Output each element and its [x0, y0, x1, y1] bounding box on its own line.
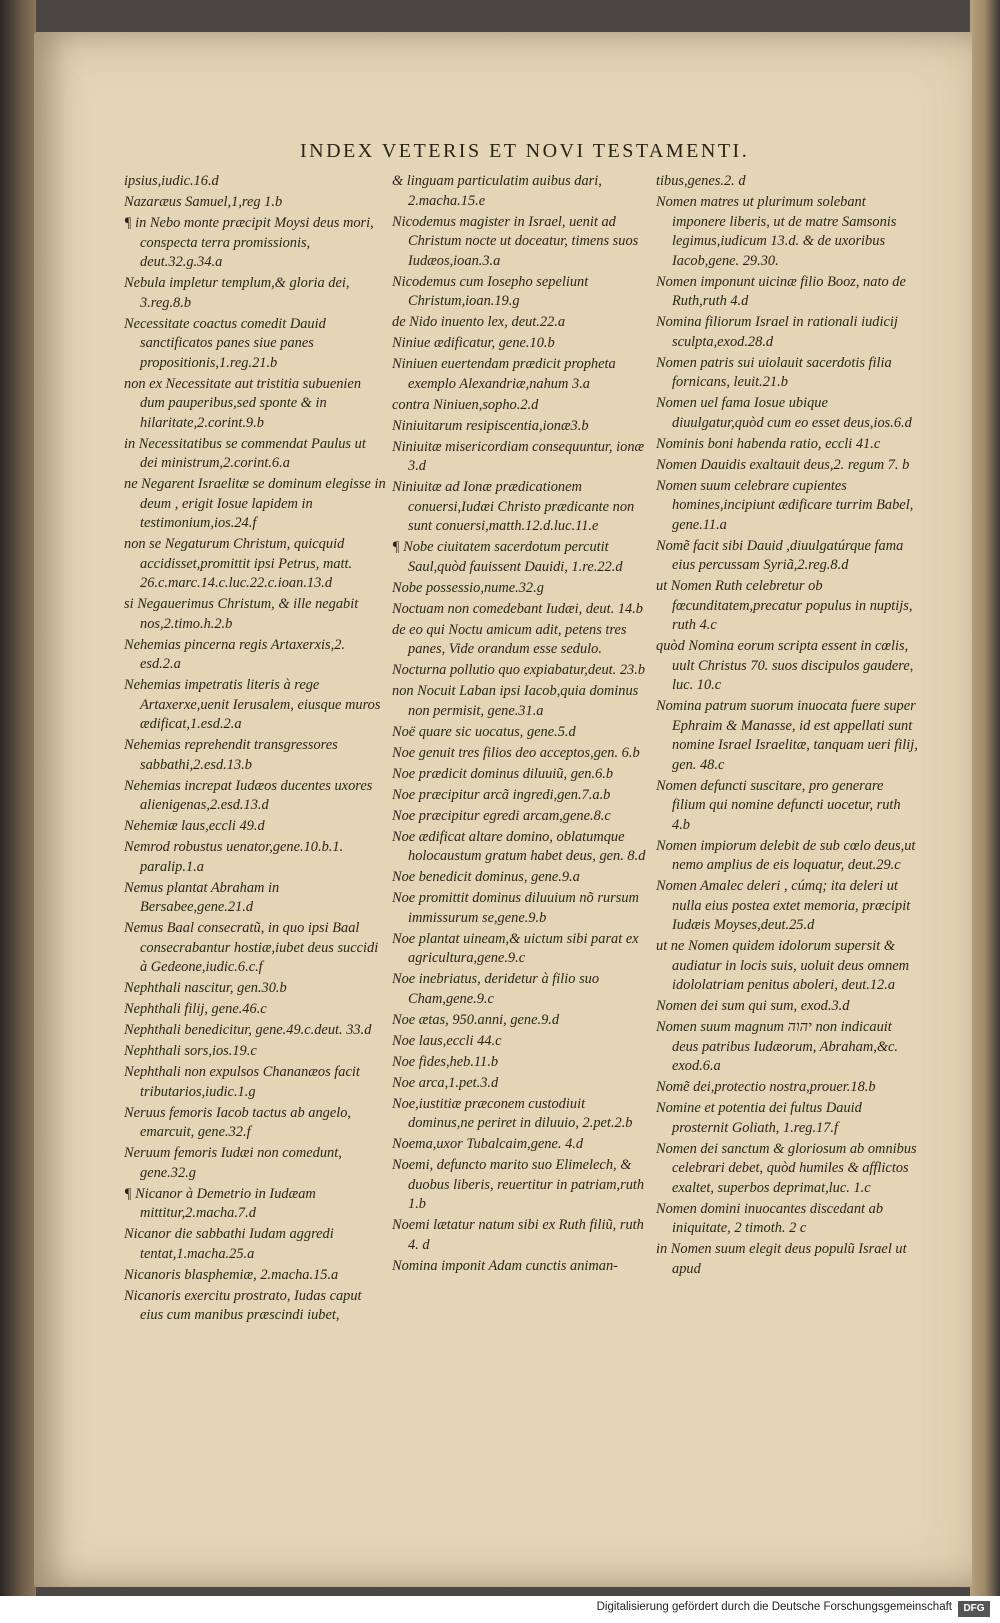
index-entry: Nomẽ dei,protectio nostra,prouer.18.b	[656, 1079, 876, 1095]
digitization-footer	[0, 1596, 1000, 1623]
index-entry: Nomen dei sum qui sum, exod.3.d	[656, 998, 850, 1014]
index-column-3	[656, 172, 920, 1281]
index-entry: Noemi, defuncto marito suo Elimelech, & duobus liberis, reuertitur in patriam,ruth 1.b	[392, 1157, 645, 1212]
index-entry: Nomen uel fama Iosue ubique diuulgatur,quòd cum eo esset deus,ios.6.d	[656, 395, 912, 431]
index-entry: ut Nomen Ruth celebretur ob fœcunditatem,precatur populus in nuptijs, ruth 4.c	[656, 578, 913, 633]
index-entry: in Nomen suum elegit deus populũ Israel ut apud	[656, 1241, 907, 1277]
index-entry: de eo qui Noctu amicum adit, petens tres panes, Vide orandum esse sedulo.	[392, 621, 627, 657]
index-entry: ¶ Nicanor à Demetrio in Iudæam mittitur,2.macha.7.d	[124, 1185, 316, 1221]
index-entry: Nephthali filij, gene.46.c	[124, 1001, 267, 1017]
index-entry: Nomen matres ut plurimum solebant imponere liberis, ut de matre Samsonis legimus,iudicum 13.d. & de uxoribus Iacob,gene. 29.30.	[656, 194, 897, 269]
index-entry: Nehemias pincerna regis Artaxerxis,2. esd.2.a	[124, 636, 346, 672]
index-entry: Nomen domini inuocantes discedant ab iniquitate, 2 timoth. 2 c	[656, 1200, 884, 1236]
index-entry: Nobe possessio,nume.32.g	[392, 579, 544, 596]
index-entry: in Necessitatibus se commendat Paulus ut dei ministrum,2.corint.6.a	[124, 435, 366, 471]
index-entry: Neruus femoris Iacob tactus ab angelo, emarcuit, gene.32.f	[124, 1104, 352, 1140]
index-entry: Nehemiæ laus,eccli 49.d	[124, 818, 265, 834]
index-entry: ne Negarent Israelitæ se dominum elegisse in deum , erigit Iosue lapidem in testimonium,ios.24.f	[124, 476, 386, 531]
index-entry: Nomen suum celebrare cupientes homines,incipiunt ædificare turrim Babel, gene.11.a	[656, 477, 914, 533]
index-entry: Noe,iustitiæ præconem custodiuit dominus,ne periret in diluuio, 2.pet.2.b	[392, 1095, 633, 1131]
index-entry: si Negauerimus Christum, & ille negabit nos,2.timo.h.2.b	[124, 596, 359, 632]
index-entry: Nomen dei sanctum & gloriosum ab omnibus celebrari debet, quòd humiles & afflictos exaltet, superbos deprimat,luc. 1.c	[656, 1140, 917, 1196]
index-entry: Nephthali sors,ios.19.c	[124, 1043, 257, 1059]
index-entry: Nomina filiorum Israel in rationali iudicij sculpta,exod.28.d	[656, 314, 898, 350]
index-entry: Nehemias increpat Iudæos ducentes uxores alienigenas,2.esd.13.d	[124, 777, 373, 813]
index-entry: Nehemias impetratis literis à rege Artaxerxe,uenit Ierusalem, eiusque muros ædificat,1.esd.2.a	[124, 677, 381, 732]
index-entry: Nocturna pollutio quo expiabatur,deut. 23.b	[392, 662, 646, 678]
index-entry: Nephthali non expulsos Chananæos facit tributarios,iudic.1.g	[124, 1064, 360, 1100]
index-entry: Nicanor die sabbathi Iudam aggredi tentat,1.macha.25.a	[124, 1226, 334, 1262]
index-entry: Nomen impiorum delebit de sub cœlo deus,ut nemo amplius de eis loquatur, deut.29.c	[656, 837, 916, 873]
index-entry: Niniuitæ ad Ionæ prædicationem conuersi,Iudæi Christo prædicante non sunt conuersi,matth.12.d.luc.11.e	[392, 479, 635, 534]
index-entry: Noë quare sic uocatus, gene.5.d	[392, 723, 576, 740]
index-entry: Noema,uxor Tubalcaim,gene. 4.d	[392, 1136, 584, 1152]
index-entry: quòd Nomina eorum scripta essent in cœlis, uult Christus 70. suos discipulos gaudere, luc. 10.c	[656, 638, 914, 693]
footer-credit: Digitalisierung gefördert durch die Deutsche Forschungsgemeinschaft	[596, 1601, 952, 1613]
index-entry: non Nocuit Laban ipsi Iacob,quia dominus non permisit, gene.31.a	[392, 683, 639, 719]
index-entry: contra Niniuen,sopho.2.d	[392, 396, 539, 413]
index-entry: Nomen patris sui uiolauit sacerdotis filia fornicans, leuit.21.b	[656, 354, 892, 390]
index-entry: Noe benedicit dominus, gene.9.a	[392, 869, 580, 885]
index-entry: Nomine et potentia dei fultus Dauid prosternit Goliath, 1.reg.17.f	[656, 1100, 862, 1136]
index-entry: Niniuitarum resipiscentia,ionæ3.b	[392, 417, 589, 434]
index-entry: Nomen suum magnum יהוה non indicauit deus patribus Iudæorum, Abraham,&c. exod.6.a	[656, 1019, 898, 1074]
index-entry: tibus,genes.2. d	[656, 173, 746, 189]
index-entry: Nazaræus Samuel,1,reg 1.b	[124, 194, 283, 210]
index-entry: Niniuitæ misericordiam consequuntur, ionæ 3.d	[392, 438, 645, 474]
running-title: INDEX VETERIS ET NOVI TESTAMENTI.	[300, 140, 750, 162]
index-entry: Noe arca,1.pet.3.d	[392, 1074, 499, 1091]
index-entry: Nomen defuncti suscitare, pro generare filium qui nomine defuncti uocetur, ruth 4.b	[656, 777, 901, 833]
index-entry: de Nido inuento lex, deut.22.a	[392, 314, 566, 330]
index-entry: Nephthali nascitur, gen.30.b	[124, 980, 287, 996]
index-entry: Nomina imponit Adam cunctis animan-	[392, 1257, 618, 1274]
index-entry: ut ne Nomen quidem idolorum supersit & audiatur in locis suis, uoluit deus omnem idololatriam penitus aboleri, deut.12.a	[656, 938, 910, 993]
index-entry: Nomẽ facit sibi Dauid ,diuulgatúrque fama eius percussam Syriã,2.reg.8.d	[656, 537, 904, 573]
index-column-2	[392, 172, 654, 1278]
index-entry: Niniue ædificatur, gene.10.b	[392, 335, 555, 351]
index-entry: Neruum femoris Iudæi non comedunt, gene.32.g	[124, 1145, 342, 1181]
index-entry: Noe præcipitur egredi arcam,gene.8.c	[392, 807, 611, 824]
index-entry: Nephthali benedicitur, gene.49.c.deut. 33.d	[124, 1022, 372, 1038]
index-entry: Noe prædicit dominus diluuiũ, gen.6.b	[392, 765, 614, 782]
index-entry: Noe fides,heb.11.b	[392, 1053, 499, 1070]
index-entry: & linguam particulatim auibus dari, 2.macha.15.e	[392, 173, 602, 209]
index-entry: Nomina patrum suorum inuocata fuere super Ephraim & Manasse, id est appellati sunt nomine Israel Israelitæ, tanquam ueri filij, gen. 48.c	[656, 698, 918, 773]
index-entry: Nemrod robustus uenator,gene.10.b.1. paralip.1.a	[124, 839, 344, 875]
index-entry: Nicodemus magister in Israel, uenit ad Christum nocte ut doceatur, timens suos Iudæos,ioan.3.a	[392, 213, 639, 269]
index-entry: ¶ in Nebo monte præcipit Moysi deus mori, conspecta terra promissionis, deut.32.g.34.a	[124, 215, 374, 270]
index-entry: Noe ætas, 950.anni, gene.9.d	[392, 1011, 560, 1028]
index-entry: ¶ Nobe ciuitatem sacerdotum percutit Saul,quòd fauissent Dauidi, 1.re.22.d	[392, 539, 623, 575]
index-entry: Nehemias reprehendit transgressores sabbathi,2.esd.13.b	[124, 737, 338, 773]
dfg-logo: DFG	[958, 1601, 990, 1617]
index-entry: Noemi lætatur natum sibi ex Ruth filiũ, ruth 4. d	[392, 1217, 644, 1253]
index-entry: Nomen Amalec deleri , cúmq; ita deleri ut nulla eius postea extet memoria, præcipit Iudæis Moyses,deut.25.d	[656, 878, 911, 933]
index-entry: Noctuam non comedebant Iudæi, deut. 14.b	[392, 600, 643, 617]
index-entry: Noe ædificat altare domino, oblatumque holocaustum gratum habet deus, gen. 8.d	[392, 828, 646, 864]
index-entry: Nicodemus cum Iosepho sepeliunt Christum,ioan.19.g	[392, 273, 589, 309]
index-entry: Nicanoris exercitu prostrato, Iudas caput eius cum manibus præscindi iubet,	[124, 1287, 362, 1323]
index-entry: Nomen Dauidis exaltauit deus,2. regum 7. b	[656, 456, 910, 473]
index-entry: Necessitate coactus comedit Dauid sanctificatos panes siue panes propositionis,1.reg.21.b	[124, 315, 326, 371]
index-entry: Nominis boni habenda ratio, eccli 41.c	[656, 435, 881, 452]
index-entry: Nicanoris blasphemiæ, 2.macha.15.a	[124, 1266, 339, 1283]
book-spine-edge	[0, 0, 36, 1623]
index-entry: non ex Necessitate aut tristitia subuenien dum pauperibus,sed sponte & in hilaritate,2.corint.9.b	[124, 375, 362, 431]
index-entry: Noe promittit dominus diluuium nõ rursum immissurum se,gene.9.b	[392, 890, 639, 926]
index-entry: Nomen imponunt uicinæ filio Booz, nato de Ruth,ruth 4.d	[656, 273, 906, 309]
index-entry: Nemus plantat Abraham in Bersabee,gene.21.d	[124, 879, 280, 915]
index-column-1	[124, 172, 386, 1327]
index-entry: Noe plantat uineam,& uictum sibi parat ex agricultura,gene.9.c	[392, 930, 639, 966]
index-entry: Noe inebriatus, deridetur à filio suo Cham,gene.9.c	[392, 971, 600, 1007]
index-entry: Noe præcipitur arcã ingredi,gen.7.a.b	[392, 786, 611, 803]
page-stack-edge	[970, 0, 1000, 1623]
index-entry: Nebula impletur templum,& gloria dei, 3.reg.8.b	[124, 275, 350, 311]
index-entry: Noe genuit tres filios deo acceptos,gen. 6.b	[392, 744, 640, 761]
index-entry: Noe laus,eccli 44.c	[392, 1032, 502, 1049]
index-entry: Niniuen euertendam prædicit propheta exemplo Alexandriæ,nahum 3.a	[392, 356, 616, 392]
index-entry: Nemus Baal consecratũ, in quo ipsi Baal consecrabantur hostiæ,iubet deus succidi à Gedeone,iudic.6.c.f	[124, 920, 379, 975]
index-entry: ipsius,iudic.16.d	[124, 173, 219, 189]
index-entry: non se Negaturum Christum, quicquid accidisset,promittit ipsi Petrus, matt. 26.c.marc.14.c.luc.22.c.ioan.13.d	[124, 536, 353, 591]
